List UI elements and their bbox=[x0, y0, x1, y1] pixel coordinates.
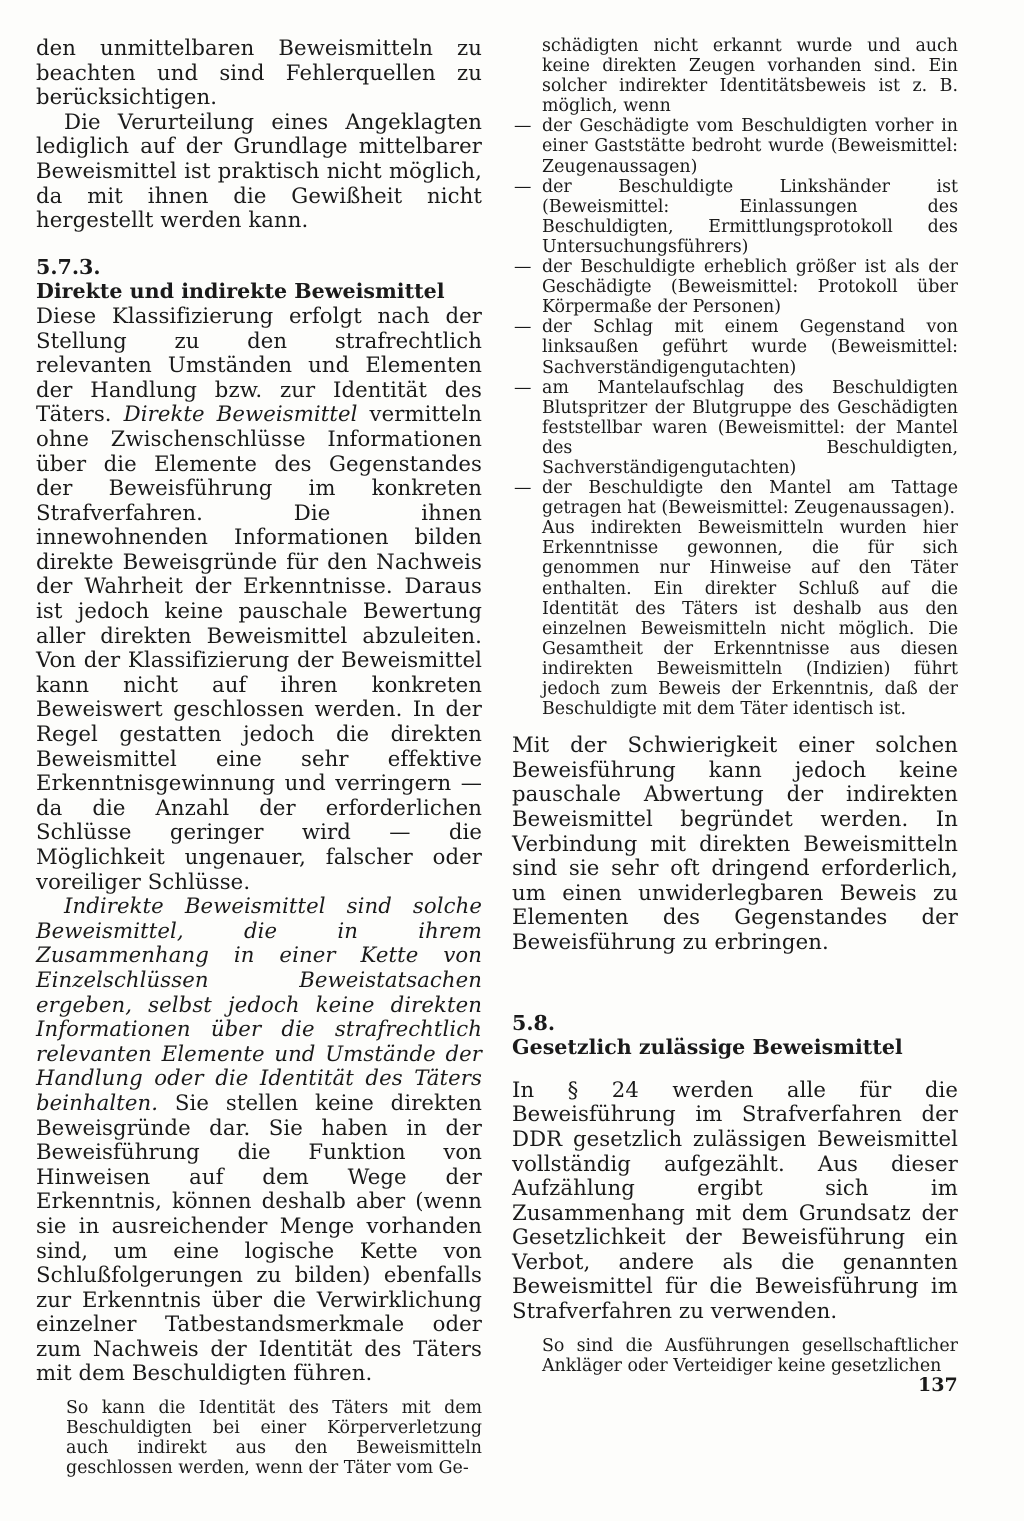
emphasis: Indirekte Beweismittel sind solche Beweismittel, die in ihrem Zusammenhang in einer Kette von Einzelschlüssen Beweistatsachen ergeben, selbst jedoch keine direkten Informationen über die strafrechtlich relevanten Elemente und Umstände der Handlung oder die Identität des Täters beinhalten. bbox=[36, 893, 482, 1115]
list-item: — am Mantelaufschlag des Beschuldigten Blutspritzer der Blutgruppe des Geschädigten feststellbar waren (Beweismittel: der Mantel des Beschuldigten, Sachverständigengutachten) bbox=[514, 377, 958, 478]
list-item: — der Geschädigte vom Beschuldigten vorher in einer Gaststätte bedroht wurde (Beweismittel: Zeugenaussagen) bbox=[514, 116, 958, 177]
section-title: Direkte und indirekte Beweismittel bbox=[36, 279, 445, 304]
section-number: 5.7.3. bbox=[36, 254, 101, 279]
left-column bbox=[36, 36, 482, 1478]
example-paragraph: So sind die Ausführungen gesellschaftlicher Ankläger oder Verteidiger keine gesetzlichen bbox=[542, 1335, 958, 1376]
evidence-list bbox=[512, 116, 958, 518]
paragraph: Mit der Schwierigkeit einer solchen Beweisführung kann jedoch keine pauschale Abwertung der indirekten Beweismittel begründet werden. In Verbindung mit direkten Beweismitteln sind sie sehr oft dringend erforderlich, um einen unwiderlegbaren Beweis zu Elementen des Gegenstandes der Beweisführung zu erbringen. bbox=[512, 732, 958, 954]
example-paragraph: Aus indirekten Beweismitteln wurden hier Erkenntnisse gewonnen, die für sich genommen nur Hinweise auf den Täter enthalten. Ein direkter Schluß auf die Identität des Täters ist deshalb aus den einzelnen Beweismitteln nicht möglich. Die Gesamtheit der Erkenntnisse aus diesen indirekten Beweismitteln (Indizien) führt jedoch zum Beweis der Erkenntnis, daß der Beschuldigte mit dem Täter identisch ist. bbox=[542, 518, 958, 720]
list-item: — der Beschuldigte erheblich größer ist als der Geschädigte (Beweismittel: Protokoll über Körpermaße der Personen) bbox=[514, 257, 958, 318]
page-number: 137 bbox=[918, 1374, 958, 1396]
list-item: — der Schlag mit einem Gegenstand von linksaußen geführt wurde (Beweismittel: Sachverständigengutachten) bbox=[514, 317, 958, 378]
text-span: Sie stellen keine direkten Beweisgründe dar. Sie haben in der Beweisführung die Funktion von Hinweisen auf dem Wege der Erkenntnis, können deshalb aber (wenn sie in ausreichender Menge vorhanden sind, um eine logische Kette von Schlußfolgerungen zu bilden) ebenfalls zur Erkenntnis über die Verwirklichung einzelner Tatbestandsmerkmale oder zum Nachweis der Identität des Täters mit dem Beschuldigten führen. bbox=[36, 1089, 482, 1386]
section-title: Gesetzlich zulässige Beweismittel bbox=[512, 1035, 903, 1060]
paragraph: den unmittelbaren Beweismitteln zu beachten und sind Fehlerquellen zu berücksichtigen. bbox=[36, 35, 482, 110]
paragraph bbox=[36, 304, 482, 894]
text-span: Diese Klassifizierung erfolgt nach der Stellung zu den strafrechtlich relevanten Umständen und Elementen der Handlung bzw. zur Identität des Täters. bbox=[36, 302, 482, 427]
right-column bbox=[512, 36, 958, 1376]
paragraph: Die Verurteilung eines Angeklagten lediglich auf der Grundlage mittelbarer Beweismittel ist praktisch nicht möglich, da mit ihnen die Gewißheit nicht hergestellt werden kann. bbox=[36, 108, 482, 233]
section-number: 5.8. bbox=[512, 1010, 555, 1035]
example-paragraph: schädigten nicht erkannt wurde und auch keine direkten Zeugen vorhanden sind. Ein solcher indirekter Identitätsbeweis ist z. B. möglich, wenn bbox=[542, 36, 958, 117]
list-item: — der Beschuldigte den Mantel am Tattage getragen hat (Beweismittel: Zeugenaussagen). bbox=[514, 478, 958, 519]
paragraph bbox=[36, 894, 482, 1386]
example-paragraph: So kann die Identität des Täters mit dem Beschuldigten bei einer Körperverletzung auch indirekt aus den Beweismitteln geschlossen werden, wenn der Täter vom Ge- bbox=[66, 1398, 482, 1479]
paragraph: In § 24 werden alle für die Beweisführung im Strafverfahren der DDR gesetzlich zulässigen Beweismittel vollständig aufgezählt. Aus dieser Aufzählung ergibt sich im Zusammenhang mit dem Grundsatz der Gesetzlichkeit der Beweisführung ein Verbot, andere als die genannten Beweismittel für die Beweisführung im Strafverfahren zu verwenden. bbox=[512, 1076, 958, 1324]
text-span: vermitteln ohne Zwischenschlüsse Informationen über die Elemente des Gegenstandes der Beweisführung im konkreten Strafverfahren. Die ihnen innewohnenden Informationen bilden direkte Beweisgründe für den Nachweis der Wahrheit der Erkenntnisse. Daraus ist jedoch keine pauschale Bewertung aller direkten Beweismittel abzuleiten. Von der Klassifizierung der Beweismittel kann nicht auf ihren konkreten Beweiswert geschlossen werden. In der Regel gestatten jedoch die direkten Beweismittel eine sehr effektive Erkenntnisgewinnung und verringern — da die Anzahl der erforderlichen Schlüsse geringer wird — die Möglichkeit ungenauer, falscher oder voreiliger Schlüsse. bbox=[36, 401, 483, 894]
list-item: — der Beschuldigte Linkshänder ist (Beweismittel: Einlassungen des Beschuldigten, Ermittlungsprotokoll des Untersuchungsführers) bbox=[514, 176, 958, 257]
emphasis: Direkte Beweismittel bbox=[123, 401, 358, 427]
